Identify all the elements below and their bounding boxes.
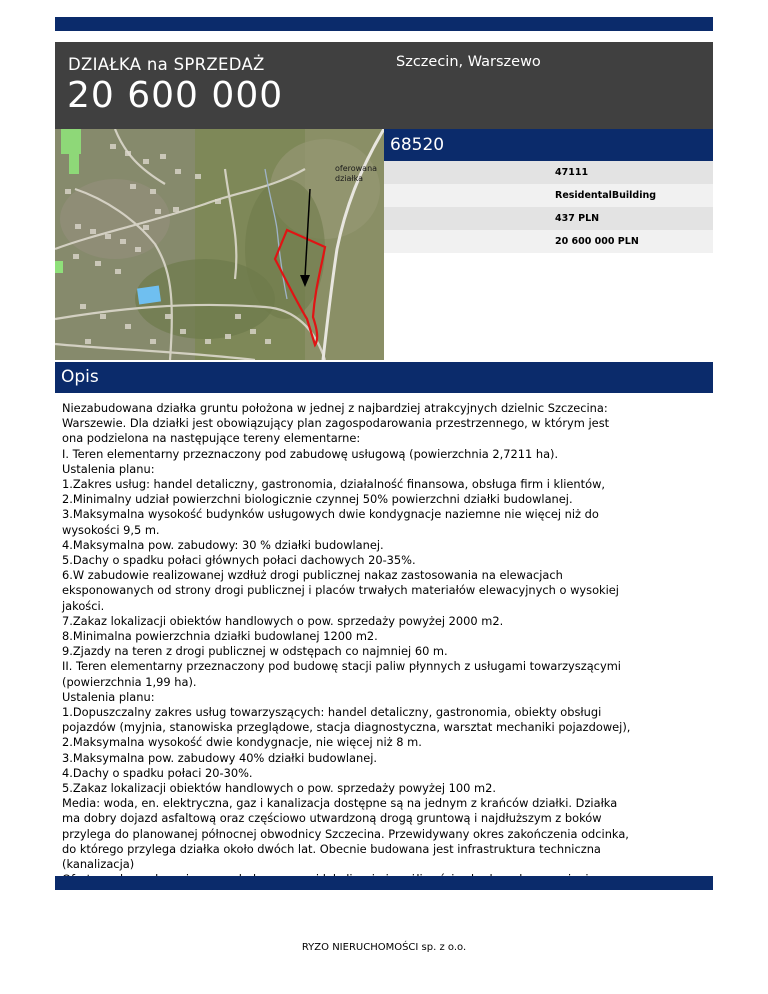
- property-value: ResidentalBuilding: [555, 190, 657, 201]
- listing-header: [55, 42, 713, 129]
- description-line: Media: woda, en. elektryczna, gaz i kanalizacja dostępne są na jednym z krańców działki. Działka: [62, 796, 618, 811]
- property-value: 20 600 000 PLN: [555, 236, 639, 247]
- description-line: jakości.: [62, 598, 105, 613]
- description-line: przylega do planowanej północnej obwodnicy Szczecina. Przewidywany okres zakończenia odcinka,: [62, 826, 629, 841]
- description-line: (kanalizacja): [62, 857, 135, 872]
- description-heading: Opis: [55, 362, 713, 393]
- description-line: 8.Minimalna powierzchnia działki budowlanej 1200 m2.: [62, 629, 378, 644]
- description-line: II. Teren elementarny przeznaczony pod budowę stacji paliw płynnych z usługami towarzyszącymi: [62, 659, 621, 674]
- description-line: 5.Dachy o spadku połaci głównych połaci dachowych 20-35%.: [62, 553, 416, 568]
- listing-id: 68520: [384, 129, 713, 161]
- description-line: wysokości 9,5 m.: [62, 522, 160, 537]
- description-line: 4.Dachy o spadku połaci 20-30%.: [62, 765, 253, 780]
- description-line: 1.Zakres usług: handel detaliczny, gastronomia, działalność finansowa, obsługa firm i klientów,: [62, 477, 606, 492]
- map-label-line2: działka: [335, 174, 364, 183]
- description-line: 2.Maksymalna wysokość dwie kondygnacje, nie więcej niż 8 m.: [62, 735, 422, 750]
- description-line: Warszewie. Dla działki jest obowiązujący plan zagospodarowania przestrzennego, w którym jest: [62, 416, 610, 431]
- bottom-decor-bar: [55, 876, 713, 890]
- property-row: [384, 184, 713, 207]
- description-line: 9.Zjazdy na teren z drogi publicznej w odstępach co najmniej 60 m.: [62, 644, 448, 659]
- description-line: 3.Maksymalna pow. zabudowy 40% działki budowlanej.: [62, 750, 378, 765]
- aerial-map-image: [55, 129, 384, 360]
- property-row: [384, 230, 713, 253]
- description-line: Niezabudowana działka gruntu położona w jednej z najbardziej atrakcyjnych dzielnic Szczecina:: [62, 401, 608, 415]
- description-line: pojazdów (myjnia, stanowiska przeglądowe, stacja diagnostyczna, warsztat mechaniki pojazdowej),: [62, 720, 631, 735]
- footer-company: RYZO NIERUCHOMOŚCI sp. z o.o.: [301, 942, 467, 953]
- aerial-map: [55, 129, 384, 360]
- description-body: [62, 401, 712, 888]
- property-row: [384, 207, 713, 230]
- description-line: 7.Zakaz lokalizacji obiektów handlowych o pow. sprzedaży powyżej 2000 m2.: [62, 613, 504, 628]
- description-line: I. Teren elementarny przeznaczony pod zabudowę usługową (powierzchnia 2,7211 ha).: [62, 446, 559, 461]
- description-line: eksponowanych od strony drogi publicznej i placów trwałych materiałów elewacyjnych o wysokiej: [62, 583, 619, 598]
- description-line: Ustalenia planu:: [62, 689, 155, 704]
- listing-location: Szczecin, Warszewo: [396, 54, 541, 70]
- description-line: 5.Zakaz lokalizacji obiektów handlowych o pow. sprzedaży powyżej 100 m2.: [62, 781, 496, 796]
- property-value: 437 PLN: [555, 213, 600, 224]
- map-label-line1: oferowana: [335, 164, 378, 173]
- listing-price: 20 600 000: [67, 75, 284, 116]
- description-line: do którego przylega działka około dwóch lat. Obecnie budowana jest infrastruktura techniczna: [62, 841, 601, 856]
- description-line: ma dobry dojazd asfaltową oraz częściowo utwardzoną drogą gruntową i najdłuższym z boków: [62, 811, 602, 826]
- description-line: 1.Dopuszczalny zakres usług towarzyszących: handel detaliczny, gastronomia, obiekty obsługi: [62, 705, 602, 720]
- property-value: 47111: [555, 167, 589, 178]
- property-row: [384, 161, 713, 184]
- description-line: 2.Minimalny udział powierzchni biologicznie czynnej 50% powierzchni działki budowlanej.: [62, 492, 573, 507]
- description-line: Ustalenia planu:: [62, 461, 155, 476]
- description-line: 6.W zabudowie realizowanej wzdłuż drogi publicznej nakaz zastosowania na elewacjach: [62, 568, 563, 583]
- description-line: (powierzchnia 1,99 ha).: [62, 674, 197, 689]
- description-line: 3.Maksymalna wysokość budynków usługowych dwie kondygnacje naziemne nie więcej niż do: [62, 507, 599, 522]
- listing-type: DZIAŁKA na SPRZEDAŻ: [68, 55, 265, 74]
- description-line: 4.Maksymalna pow. zabudowy: 30 % działki budowlanej.: [62, 537, 384, 552]
- top-decor-bar: [55, 17, 713, 31]
- description-line: ona podzielona na następujące tereny elementarne:: [62, 431, 361, 446]
